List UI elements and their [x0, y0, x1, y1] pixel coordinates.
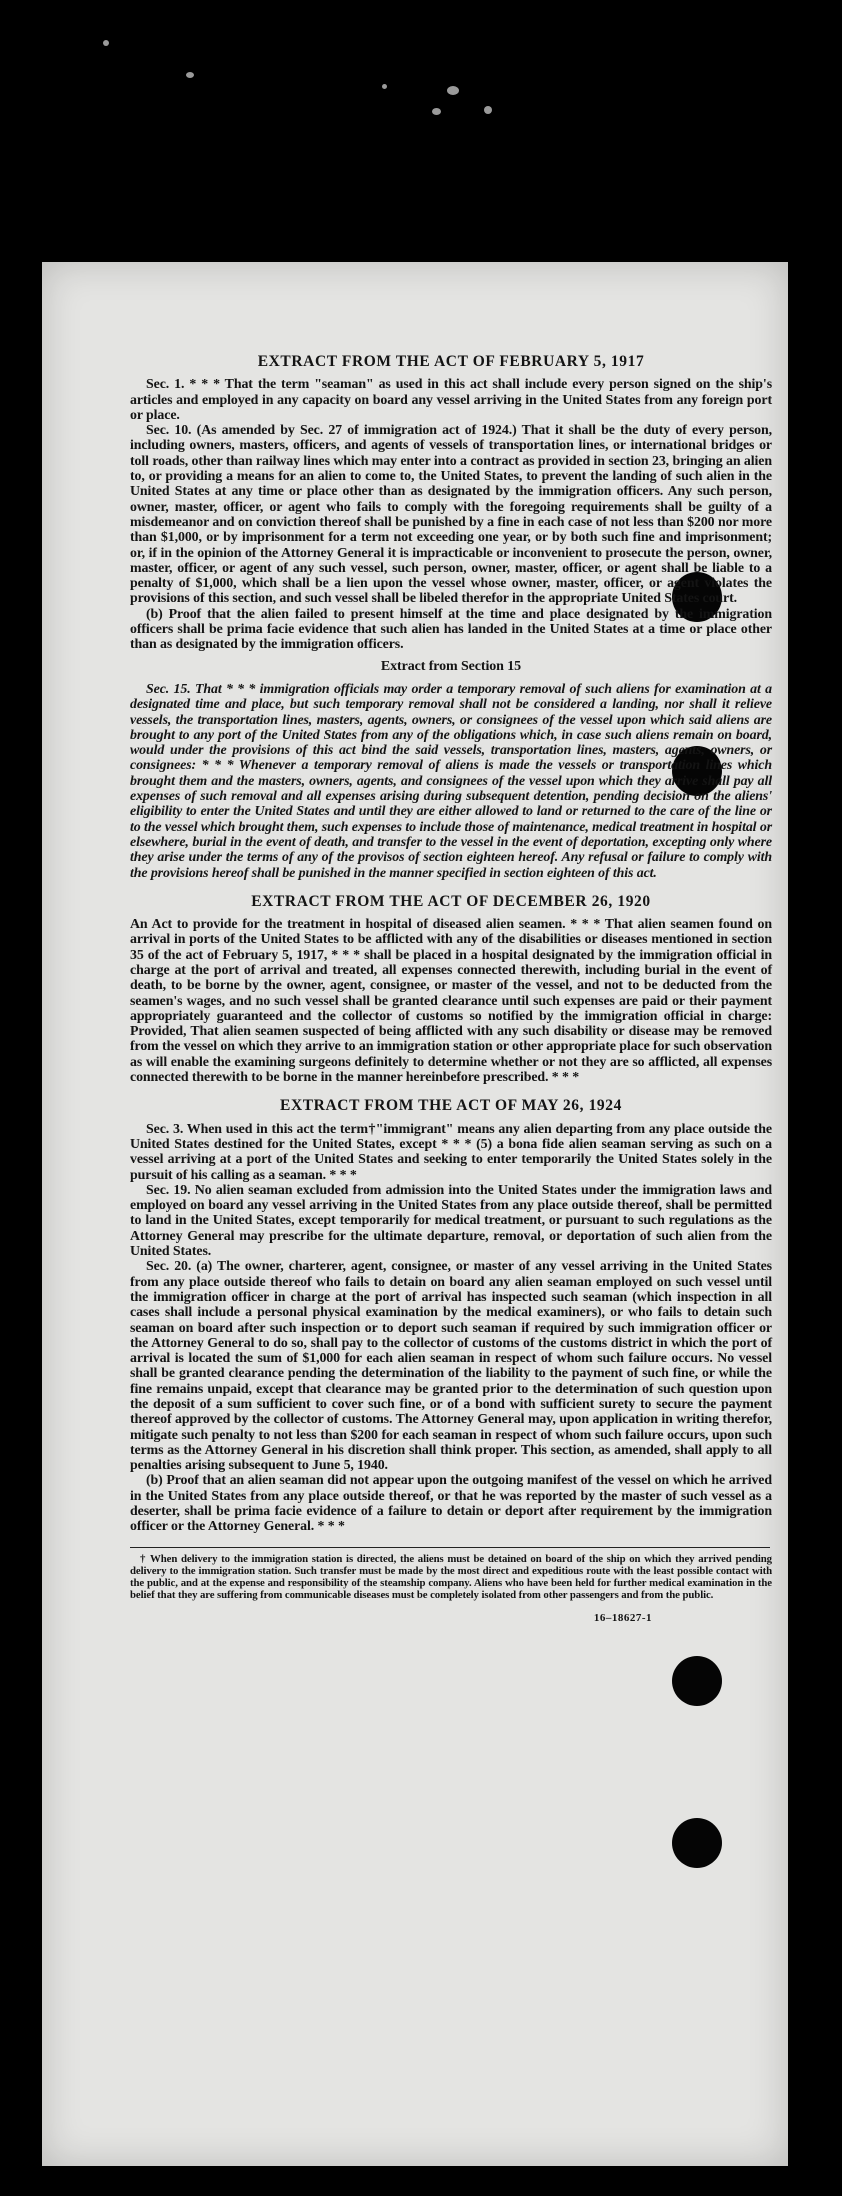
- speck: [382, 84, 387, 89]
- paragraph-sec-1: Sec. 1. * * * That the term "seaman" as used in this act shall include every person signed on the ship's articles and employed in any capacity on board any vessel arriving in the United States from any foreign port or place.: [130, 377, 772, 423]
- paragraph-sec-20-a: Sec. 20. (a) The owner, charterer, agent, consignee, or master of any vessel arriving in the United States from any place outside thereof who fails to detain on board any alien seaman employed on such vessel until the immigration officer in charge at the port of arrival has inspected such seaman (which inspection in all cases shall include a personal physical examination by the medical examiners), or who fails to detain such seaman on board after such inspection or to deport such seaman if required by such immigration officer or the Attorney General to do so, shall pay to the collector of customs of the customs district in which the port of arrival is located the sum of $1,000 for each alien seaman in respect of whom such failure occurs. No vessel shall be granted clearance pending the determination of the liability to the payment of such fine, or while the fine remains unpaid, except that clearance may be granted prior to the determination of such question upon the deposit of a sum sufficient to cover such fine, or of a bond with sufficient surety to secure the payment thereof approved by the collector of customs. The Attorney General may, upon application in writing therefor, mitigate such penalty to not less than $200 for each seaman in respect of whom such failure occurs, upon such terms as the Attorney General in his discretion shall think proper. This section, as amended, shall apply to all penalties arising subsequent to June 5, 1940.: [130, 1259, 772, 1474]
- document-page: [42, 262, 788, 2166]
- background-specks: [0, 0, 842, 200]
- speck: [432, 108, 441, 115]
- speck: [484, 106, 492, 114]
- paragraph-sec-20-b: (b) Proof that an alien seaman did not appear upon the outgoing manifest of the vessel on which he arrived in the United States from any place outside thereof, or that he was reported by the master of such vessel as a deserter, shall be prima facie evidence of a failure to detain or deport after requirement by the immigration officer or the Attorney General. * * *: [130, 1473, 772, 1535]
- speck: [447, 86, 459, 95]
- punch-hole: [672, 1818, 722, 1868]
- paragraph-sec-10-b: (b) Proof that the alien failed to present himself at the time and place designated by the immigration officers shall be prima facie evidence that such alien has landed in the United States at a time or place other than as designated by the immigration officers.: [130, 606, 772, 653]
- paragraph-sec-10: Sec. 10. (As amended by Sec. 27 of immigration act of 1924.) That it shall be the duty of every person, including owners, masters, officers, and agents of vessels of transportation lines, or international bridges or toll roads, other than railway lines which may enter into a contract as provided in section 23, bringing an alien to, or providing a means for an alien to come to, the United States, to prevent the landing of such alien in the United States at any time or place other than as designated by the immigration officers. Any such person, owner, master, officer, or agent who fails to comply with the foregoing requirements shall be guilty of a misdemeanor and on conviction thereof shall be punished by a fine in each case of not less than $200 nor more than $1,000, or by imprisonment for a term not exceeding one year, or by both such fine and imprisonment; or, if in the opinion of the Attorney General it is impracticable or inconvenient to prosecute the person, owner, master, officer, or agent of any such vessel, such person, owner, master, officer, or agent shall be liable to a penalty of $1,000, which shall be a lien upon the vessel whose owner, master, officer, or agent violates the provisions of this section, and such vessel shall be libeled therefor in the appropriate United States court.: [130, 423, 772, 607]
- heading-act-1924: EXTRACT FROM THE ACT OF MAY 26, 1924: [280, 1097, 622, 1115]
- paragraph-act-1920: An Act to provide for the treatment in hospital of diseased alien seamen. * * * That alien seamen found on arrival in ports of the United States to be afflicted with any of the disabilities or diseases mentioned in section 35 of the act of February 5, 1917, * * * shall be placed in a hospital designated by the immigration official in charge at the port of arrival and treated, all expenses connected therewith, including burial in the event of death, to be borne by the owner, agent, consignee, or master of the vessel, and not to be deducted from the seamen's wages, and no such vessel shall be granted clearance until such expenses are paid or their payment appropriately guaranteed and the collector of customs so notified by the immigration official in charge: Provided, That alien seamen suspected of being afflicted with any such disability or disease may be removed from the vessel on which they arrive to an immigration station or other appropriate place for such observation as will enable the examining surgeons definitely to determine whether or not they are so afflicted, all expenses connected therewith to be borne in the manner hereinbefore prescribed. * * *: [130, 917, 772, 1086]
- paragraph-sec-15: Sec. 15. That * * * immigration officials may order a temporary removal of such aliens for examination at a designated time and place, but such temporary removal shall not be considered a landing, nor shall it relieve vessels, the transportation lines, masters, agents, owners, or consignees of the vessel upon which said aliens are brought to any port of the United States from any of the obligations which, in case such aliens remain on board, would under the provisions of this act bind the said vessels, transportation lines, masters, agents, owners, or consignees: * * * Whenever a temporary removal of aliens is made the vessels or transportation lines which brought them and the masters, owners, agents, and consignees of the vessel upon which they arrive shall pay all expenses of such removal and all expenses arising during subsequent detention, pending decision on the aliens' eligibility to enter the United States and until they are either allowed to land or returned to the care of the line or to the vessel which brought them, such expenses to include those of maintenance, medical treatment in hospital or elsewhere, burial in the event of death, and transfer to the vessel in the event of deportation, excepting only where they arise under the terms of any of the provisos of section eighteen hereof. Any refusal or failure to comply with the provisions hereof shall be punished in the manner specified in section eighteen of this act.: [130, 681, 772, 881]
- footnote: † When delivery to the immigration station is directed, the aliens must be detained on board of the ship on which they arrived pending delivery to the immigration station. Such transfer must be made by the most direct and expeditious route with the least possible contact with the public, and at the expense and responsibility of the steamship company. Aliens who have been held for further medical examination in the belief that they are suffering from communicable diseases must be completely isolated from other passengers and from the public.: [130, 1552, 772, 1601]
- punch-hole: [672, 1656, 722, 1706]
- paragraph-sec-19: Sec. 19. No alien seaman excluded from admission into the United States under the immigration laws and employed on board any vessel arriving in the United States from any place outside thereof, shall be permitted to land in the United States, except temporarily for medical treatment, or pursuant to such regulations as the Attorney General may prescribe for the ultimate departure, removal, or deportation of such alien from the United States.: [130, 1182, 772, 1260]
- paragraph-sec-3: Sec. 3. When used in this act the term†"immigrant" means any alien departing from any place outside the United States destined for the United States, except * * * (5) a bona fide alien seaman serving as such on a vessel arriving at a port of the United States and seeking to enter temporarily the United States solely in the pursuit of his calling as a seaman. * * *: [130, 1121, 772, 1183]
- footnote-divider: [130, 1547, 770, 1548]
- heading-act-1920: EXTRACT FROM THE ACT OF DECEMBER 26, 1920: [251, 892, 651, 910]
- heading-section-15: Extract from Section 15: [380, 658, 522, 674]
- speck: [103, 40, 109, 46]
- speck: [186, 72, 194, 78]
- form-number: 16–18627-1: [593, 1611, 652, 1624]
- heading-act-1917: EXTRACT FROM THE ACT OF FEBRUARY 5, 1917: [257, 353, 645, 370]
- document-text: [130, 354, 772, 1626]
